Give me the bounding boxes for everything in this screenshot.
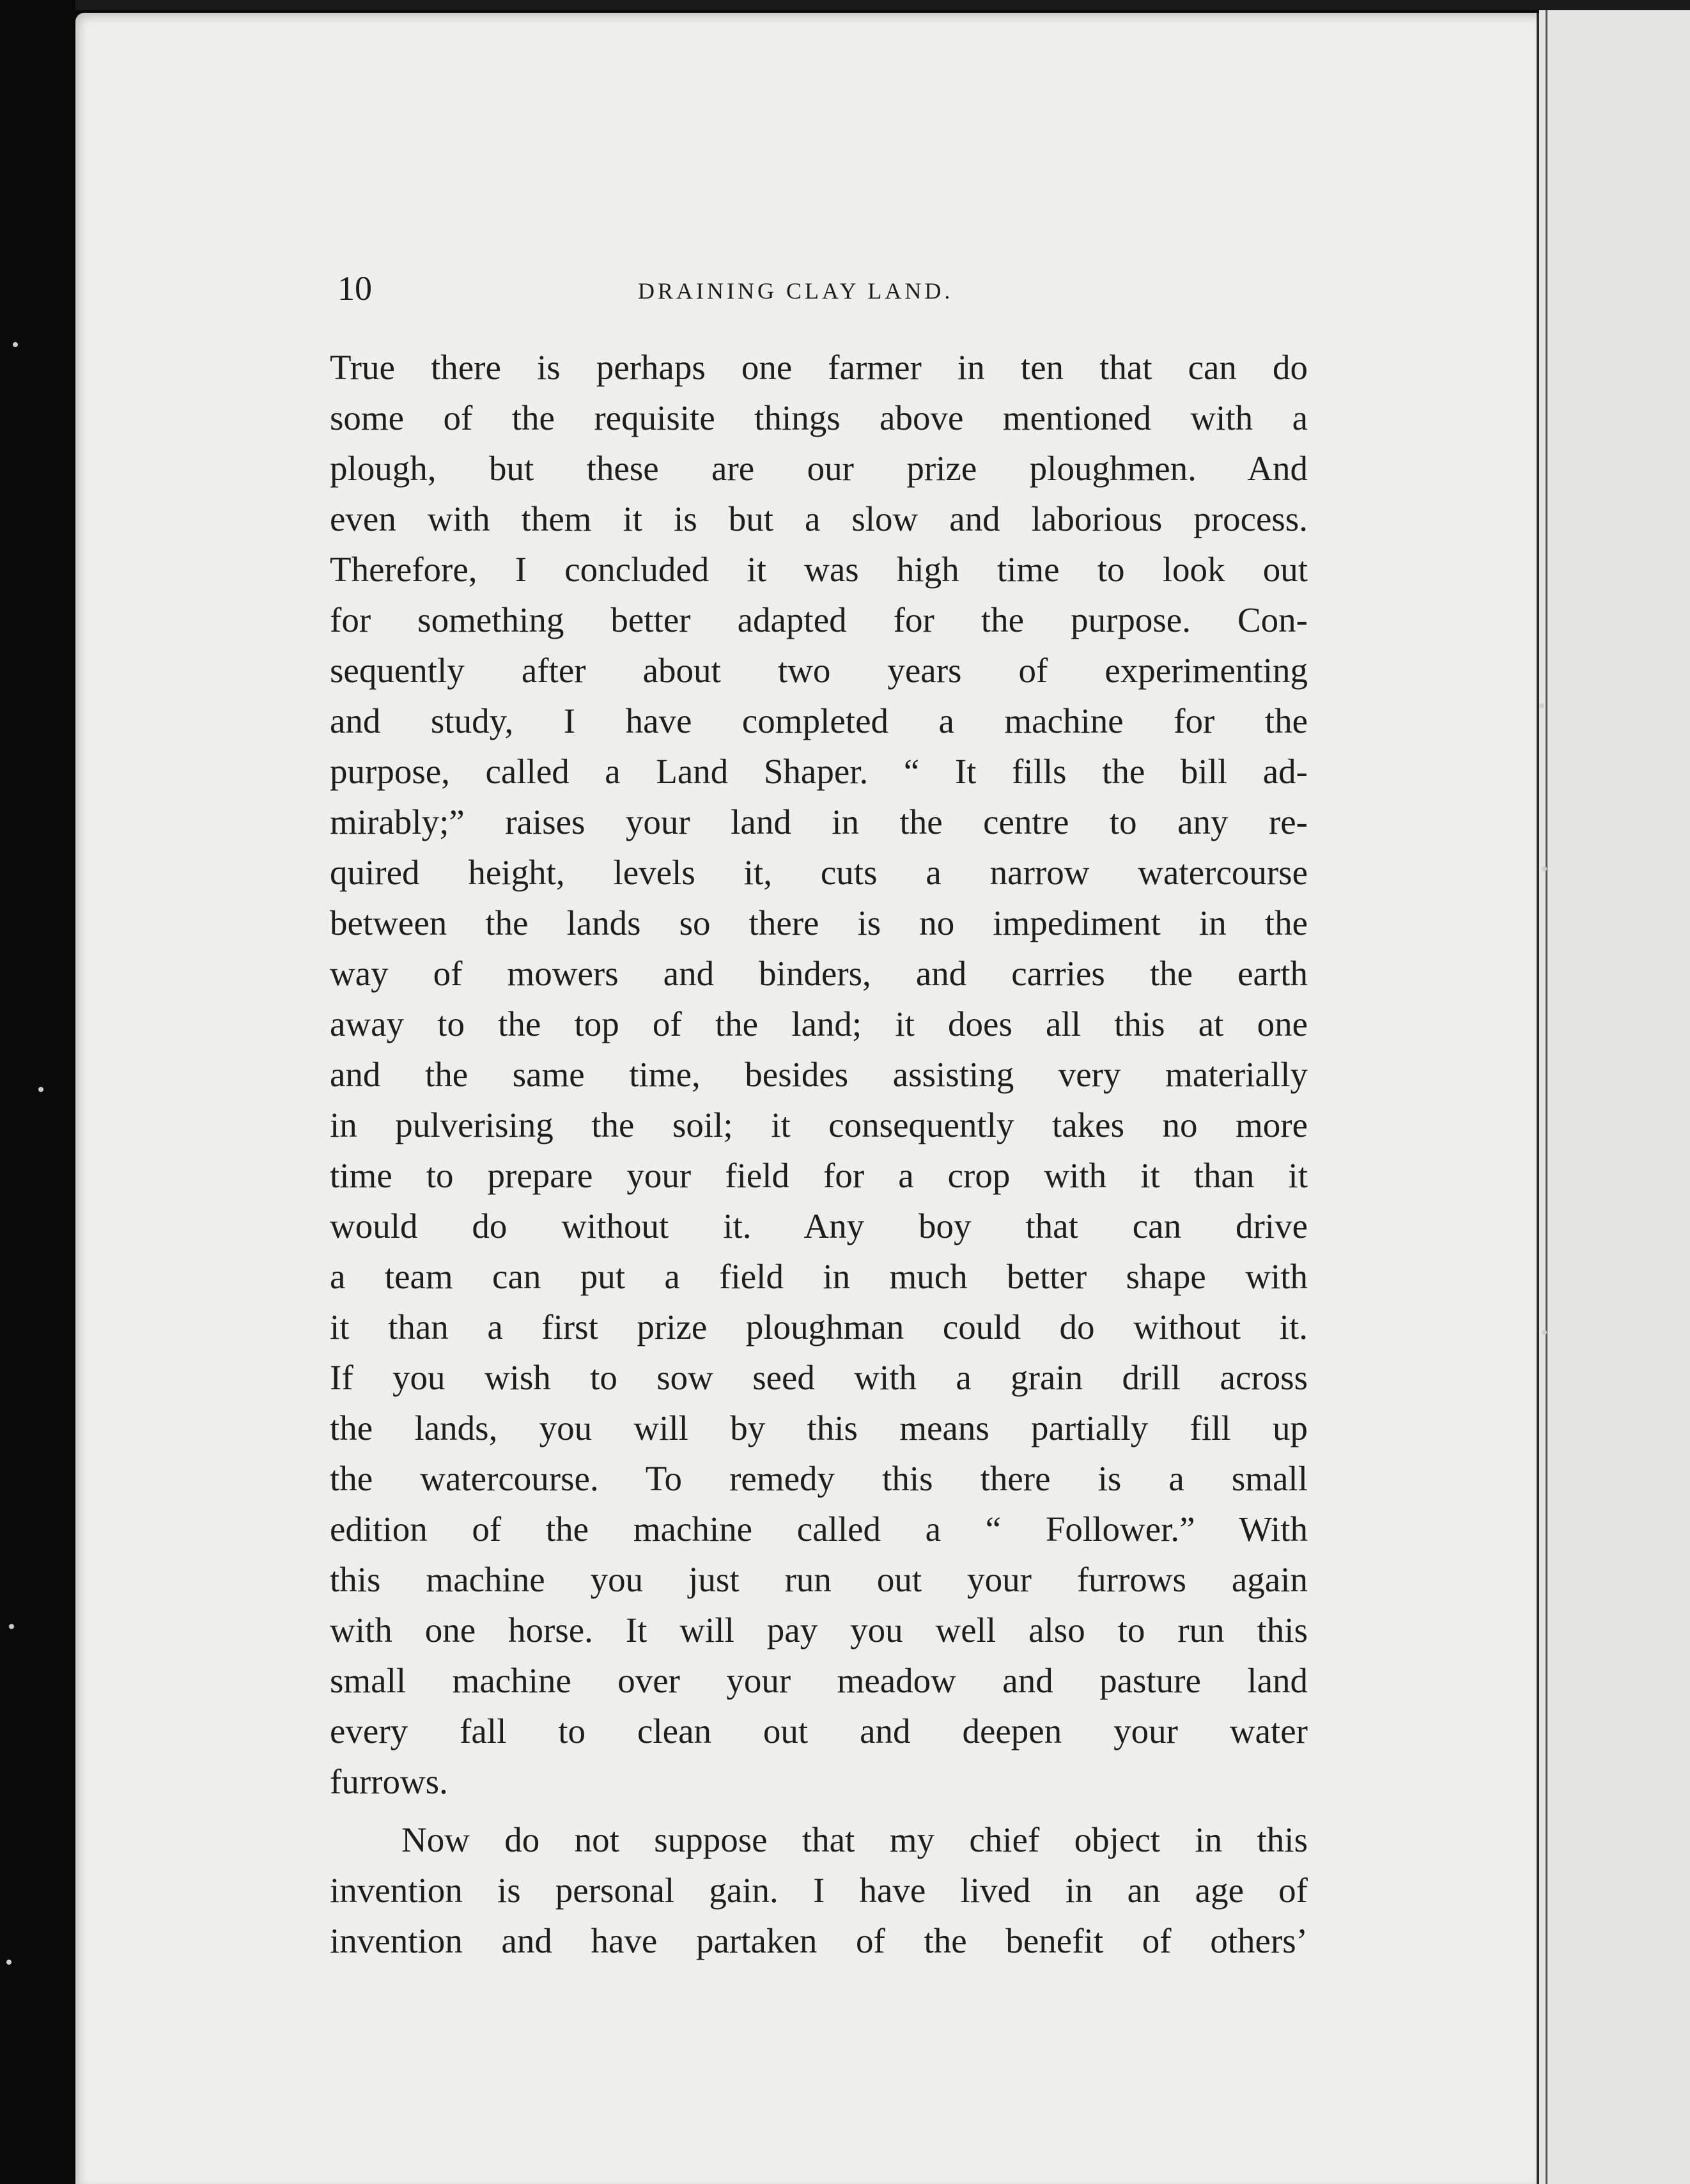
text-line: Now do not suppose that my chief object in this xyxy=(401,1820,1308,1859)
scan-speck xyxy=(1539,703,1544,708)
page-right-edge xyxy=(1537,13,1539,2184)
text-line: Therefore, I concluded it was high time to look out xyxy=(330,550,1308,589)
text-line: and the same time, besides assisting very materially xyxy=(330,1055,1308,1094)
text-line: every fall to clean out and deepen your water xyxy=(330,1712,1308,1751)
text-line: invention and have partaken of the benefit of others’ xyxy=(330,1921,1308,1960)
text-line: purpose, called a Land Shaper. “ It fills the bill ad- xyxy=(330,752,1308,791)
page-number: 10 xyxy=(337,269,372,308)
text-line: away to the top of the land; it does all this at one xyxy=(330,1004,1308,1043)
text-line: between the lands so there is no impediment in the xyxy=(330,903,1308,942)
text-line: would do without it. Any boy that can drive xyxy=(330,1206,1308,1245)
scan-speck xyxy=(13,342,18,347)
text-line: plough, but these are our prize ploughmen. And xyxy=(330,449,1308,488)
text-line: some of the requisite things above mentioned with a xyxy=(330,398,1308,437)
text-line: the watercourse. To remedy this there is a small xyxy=(330,1459,1308,1498)
text-line: and study, I have completed a machine for the xyxy=(330,701,1308,740)
scan-speck xyxy=(1542,866,1547,871)
text-line: quired height, levels it, cuts a narrow watercourse xyxy=(330,853,1308,892)
text-line: a team can put a field in much better shape with xyxy=(330,1257,1308,1296)
text-line: If you wish to sow seed with a grain drill across xyxy=(330,1358,1308,1397)
text-line: even with them it is but a slow and laborious process. xyxy=(330,499,1308,538)
page-header xyxy=(337,269,1309,313)
scan-speck xyxy=(9,1624,14,1629)
paragraph xyxy=(330,342,1308,1807)
text-line: this machine you just run out your furrows again xyxy=(330,1560,1308,1599)
text-line: it than a first prize ploughman could do without it. xyxy=(330,1307,1308,1346)
scan-speck xyxy=(6,1960,12,1965)
paragraph xyxy=(330,1814,1308,1966)
running-head: DRAINING CLAY LAND. xyxy=(638,278,954,304)
text-line: sequently after about two years of experimenting xyxy=(330,651,1308,690)
text-line: time to prepare your field for a crop with it than it xyxy=(330,1156,1308,1195)
text-line: edition of the machine called a “ Follower.” With xyxy=(330,1509,1308,1548)
text-line: invention is personal gain. I have lived in an age of xyxy=(330,1871,1308,1910)
body-text xyxy=(330,342,1308,1966)
paragraph-gap xyxy=(330,1807,1308,1814)
text-line: furrows. xyxy=(330,1762,448,1801)
text-line: small machine over your meadow and pasture land xyxy=(330,1661,1308,1700)
page-gutter-line xyxy=(1546,10,1547,2184)
text-line: in pulverising the soil; it consequently takes no more xyxy=(330,1105,1308,1144)
text-line: for something better adapted for the purpose. Con- xyxy=(330,600,1308,639)
text-line: with one horse. It will pay you well also to run this xyxy=(330,1611,1308,1650)
text-line: True there is perhaps one farmer in ten that can do xyxy=(330,348,1308,387)
text-line: mirably;” raises your land in the centre to any re- xyxy=(330,802,1308,841)
adjacent-page-edge xyxy=(1539,10,1690,2184)
text-line: way of mowers and binders, and carries the earth xyxy=(330,954,1308,993)
scan-speck xyxy=(1542,1330,1547,1335)
text-line: the lands, you will by this means partially fill up xyxy=(330,1408,1308,1447)
scan-border-top xyxy=(75,0,1690,10)
scan-speck xyxy=(38,1087,43,1092)
